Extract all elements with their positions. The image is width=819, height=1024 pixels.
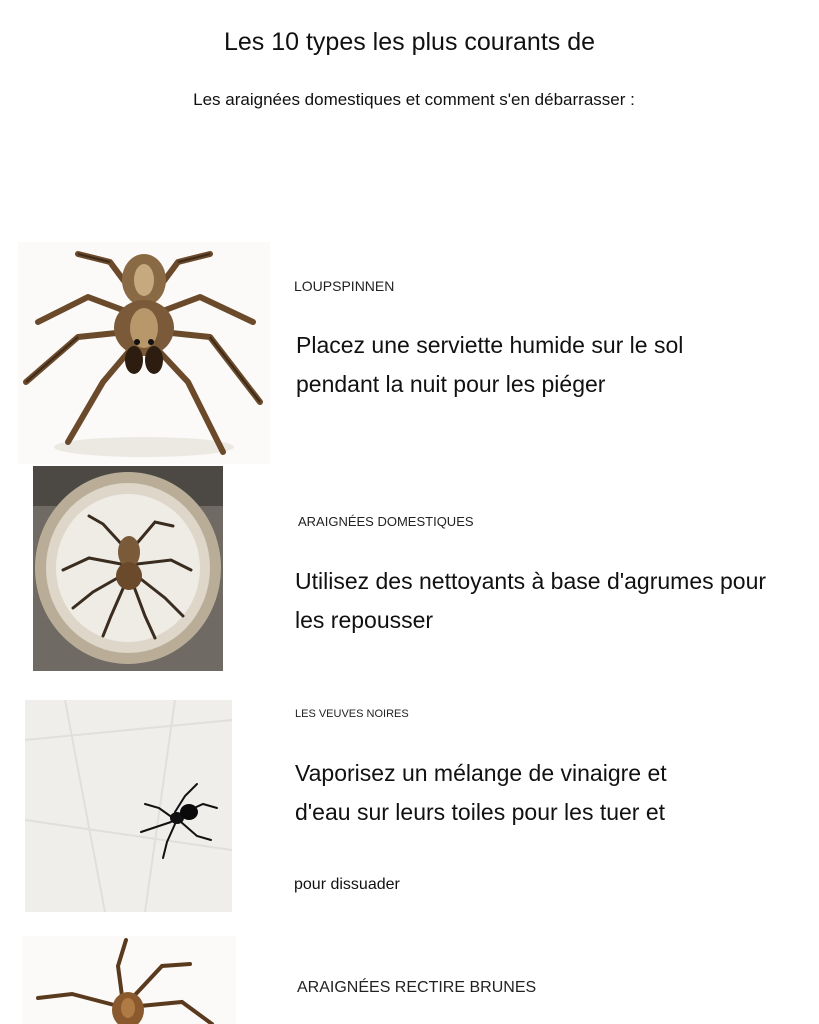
- page-title: Les 10 types les plus courants de: [223, 28, 596, 56]
- brown-recluse-image: [22, 936, 236, 1024]
- wolf-spider-image: [18, 242, 270, 464]
- entry-3-label: LES VEUVES NOIRES: [295, 708, 409, 720]
- entry-2-tip: Utilisez des nettoyants à base d'agrumes pour les repousser: [295, 568, 767, 633]
- entry-3-tip: Vaporisez un mélange de vinaigre et d'eau sur leurs toiles pour les tuer et: [295, 760, 667, 825]
- entry-4-label: ARAIGNÉES RECTIRE BRUNES: [297, 979, 537, 996]
- black-widow-image: [25, 700, 232, 912]
- entry-1-label: LOUPSPINNEN: [294, 278, 395, 294]
- entry-2-label: ARAIGNÉES DOMESTIQUES: [298, 514, 474, 529]
- page-subtitle: Les araignées domestiques et comment s'en débarrasser :: [193, 90, 635, 109]
- entry-3-extra: pour dissuader: [294, 876, 400, 893]
- house-spider-image: [33, 466, 223, 671]
- entry-1-tip: Placez une serviette humide sur le sol pendant la nuit pour les piéger: [296, 332, 684, 397]
